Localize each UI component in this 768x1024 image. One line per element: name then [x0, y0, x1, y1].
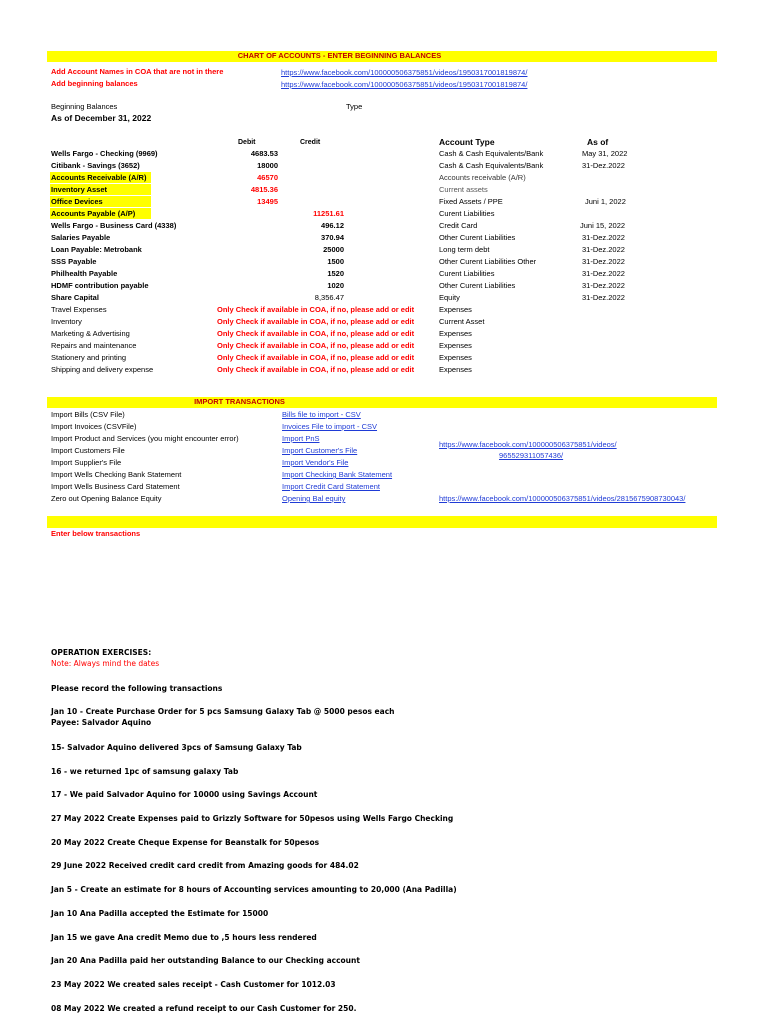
- exercise-item: 17 - We paid Salvador Aquino for 10000 using Savings Account: [51, 790, 318, 799]
- account-name: Wells Fargo - Checking (9969): [51, 149, 158, 158]
- debit-value: 4815.36: [250, 185, 278, 194]
- account-name: Inventory: [51, 317, 82, 326]
- video-link-2[interactable]: https://www.facebook.com/100000506375851/videos/1950317001819874/: [281, 80, 528, 89]
- exercise-item: Jan 15 we gave Ana credit Memo due to ,5 hours less rendered: [51, 933, 317, 942]
- as-of-value: 31-Dez.2022: [582, 293, 625, 302]
- account-type: Fixed Assets / PPE: [439, 197, 503, 206]
- debit-value: 13495: [257, 197, 278, 206]
- add-names-instruction: Add Account Names in COA that are not in there: [51, 67, 224, 76]
- account-name: Loan Payable: Metrobank: [51, 245, 142, 254]
- import-banner-title: IMPORT TRANSACTIONS: [194, 397, 285, 406]
- as-of-value: 31-Dez.2022: [582, 257, 625, 266]
- as-of-value: 31-Dez.2022: [582, 269, 625, 278]
- credit-value: 11251.61: [313, 209, 344, 218]
- coa-check-note: Only Check if available in COA, if no, please add or edit: [217, 353, 415, 362]
- import-video-link-1a[interactable]: https://www.facebook.com/100000506375851/videos/: [439, 440, 617, 449]
- account-type: Cash & Cash Equivalents/Bank: [439, 161, 544, 170]
- exercise-item: 08 May 2022 We created a refund receipt to our Cash Customer for 250.: [51, 1004, 357, 1013]
- credit-value: 8,356.47: [314, 293, 344, 302]
- account-type: Expenses: [439, 329, 472, 338]
- exercise-item: Payee: Salvador Aquino: [51, 718, 152, 727]
- as-of-value: 31-Dez.2022: [582, 233, 625, 242]
- enter-below-banner: [47, 516, 717, 528]
- exercise-item: 27 May 2022 Create Expenses paid to Grizzly Software for 50pesos using Wells Fargo Checking: [51, 814, 454, 823]
- account-type: Other Curent Liabilities: [439, 233, 516, 242]
- coa-check-note: Only Check if available in COA, if no, please add or edit: [217, 365, 415, 374]
- debit-header: Debit: [238, 139, 256, 146]
- type-label: Type: [346, 102, 363, 111]
- credit-value: 1020: [327, 281, 344, 290]
- account-name: SSS Payable: [51, 257, 97, 266]
- import-label: Import Customers File: [51, 446, 125, 455]
- credit-value: 370.94: [321, 233, 344, 242]
- account-type: Cash & Cash Equivalents/Bank: [439, 149, 544, 158]
- account-type: Credit Card: [439, 221, 478, 230]
- import-label: Import Wells Business Card Statement: [51, 482, 180, 491]
- account-name: Shipping and delivery expense: [51, 365, 154, 374]
- debit-value: 46570: [257, 173, 278, 182]
- as-of-date: As of December 31, 2022: [51, 113, 152, 123]
- account-type: Expenses: [439, 365, 472, 374]
- debit-value: 18000: [257, 161, 278, 170]
- account-type: Curent Liabilities: [439, 209, 495, 218]
- enter-below-label: Enter below transactions: [51, 529, 141, 538]
- import-video-link-2[interactable]: https://www.facebook.com/100000506375851/videos/2815675908730043/: [439, 494, 686, 503]
- account-name: Salaries Payable: [51, 233, 111, 242]
- coa-check-note: Only Check if available in COA, if no, please add or edit: [217, 305, 415, 314]
- account-type: Curent Liabilities: [439, 269, 495, 278]
- as-of-value: 31-Dez.2022: [582, 245, 625, 254]
- as-of-header: As of: [587, 137, 609, 147]
- account-name: Wells Fargo - Business Card (4338): [51, 221, 177, 230]
- beginning-balances-label: Beginning Balances: [51, 102, 118, 111]
- add-balances-instruction: Add beginning balances: [51, 79, 138, 88]
- import-link[interactable]: Bills file to import - CSV: [282, 410, 361, 419]
- account-type-header: Account Type: [439, 137, 495, 147]
- operation-note: Note: Always mind the dates: [51, 659, 160, 668]
- account-name: Repairs and maintenance: [51, 341, 137, 350]
- credit-header: Credit: [300, 139, 321, 146]
- account-name: Office Devices: [50, 196, 151, 207]
- import-label: Zero out Opening Balance Equity: [51, 494, 162, 503]
- as-of-value: 31-Dez.2022: [582, 161, 625, 170]
- exercise-item: Jan 5 - Create an estimate for 8 hours of Accounting services amounting to 20,000 (Ana Padilla): [51, 885, 457, 894]
- debit-value: 4683.53: [250, 149, 278, 158]
- as-of-value: Juni 15, 2022: [580, 221, 626, 230]
- import-video-link-1b[interactable]: 965529311057436/: [499, 451, 564, 460]
- account-type: Current assets: [439, 185, 488, 194]
- account-type: Current Asset: [439, 317, 485, 326]
- coa-check-note: Only Check if available in COA, if no, please add or edit: [217, 341, 415, 350]
- import-label: Import Invoices (CSVFile): [51, 422, 137, 431]
- import-label: Import Wells Checking Bank Statement: [51, 470, 182, 479]
- import-link[interactable]: Opening Bal equity: [282, 494, 346, 503]
- account-type: Other Curent Liabilities: [439, 281, 516, 290]
- coa-check-note: Only Check if available in COA, if no, please add or edit: [217, 317, 415, 326]
- video-link-1[interactable]: https://www.facebook.com/100000506375851/videos/1950317001819874/: [281, 68, 528, 77]
- as-of-value: 31-Dez.2022: [582, 281, 625, 290]
- account-name: Marketing & Advertising: [51, 329, 130, 338]
- credit-value: 496.12: [321, 221, 344, 230]
- account-name: Philhealth Payable: [51, 269, 118, 278]
- credit-value: 25000: [323, 245, 344, 254]
- as-of-value: Juni 1, 2022: [585, 197, 626, 206]
- account-name: Travel Expenses: [51, 305, 107, 314]
- exercise-item: 15- Salvador Aquino delivered 3pcs of Samsung Galaxy Tab: [51, 743, 302, 752]
- import-link[interactable]: Import Vendor's File: [282, 458, 349, 467]
- exercise-item: 16 - we returned 1pc of samsung galaxy Tab: [51, 767, 239, 776]
- exercise-item: 29 June 2022 Received credit card credit from Amazing goods for 484.02: [51, 861, 359, 870]
- account-type: Expenses: [439, 305, 472, 314]
- account-name: Accounts Payable (A/P): [50, 208, 151, 219]
- exercise-item: 20 May 2022 Create Cheque Expense for Beanstalk for 50pesos: [51, 838, 320, 847]
- credit-value: 1500: [327, 257, 344, 266]
- import-link[interactable]: Import PnS: [282, 434, 320, 443]
- account-name: HDMF contribution payable: [51, 281, 149, 290]
- account-name: Citibank - Savings (3652): [51, 161, 140, 170]
- exercise-item: Jan 10 Ana Padilla accepted the Estimate for 15000: [51, 909, 269, 918]
- import-label: Import Product and Services (you might encounter error): [51, 434, 239, 443]
- import-label: Import Bills (CSV File): [51, 410, 125, 419]
- account-name: Inventory Asset: [50, 184, 151, 195]
- account-type: Equity: [439, 293, 460, 302]
- as-of-value: May 31, 2022: [582, 149, 628, 158]
- account-type: Expenses: [439, 353, 472, 362]
- account-name: Share Capital: [51, 293, 99, 302]
- account-type: Long term debt: [439, 245, 490, 254]
- account-type: Expenses: [439, 341, 472, 350]
- coa-banner-title: CHART OF ACCOUNTS - ENTER BEGINNING BALANCES: [237, 51, 442, 60]
- account-name: Stationery and printing: [51, 353, 127, 362]
- import-link[interactable]: Import Checking Bank Statement: [282, 470, 393, 479]
- import-label: Import Supplier's File: [51, 458, 122, 467]
- import-link[interactable]: Invoices File to import - CSV: [282, 422, 378, 431]
- account-name: Accounts Receivable (A/R): [50, 172, 151, 183]
- exercise-item: Jan 10 - Create Purchase Order for 5 pcs Samsung Galaxy Tab @ 5000 pesos each: [51, 707, 395, 716]
- import-link[interactable]: Import Credit Card Statement: [282, 482, 380, 491]
- account-type: Other Curent Liabilities Other: [439, 257, 537, 266]
- account-type: Accounts receivable (A/R): [439, 173, 526, 182]
- credit-value: 1520: [327, 269, 344, 278]
- operation-title: OPERATION EXERCISES:: [51, 648, 152, 657]
- exercise-item: 23 May 2022 We created sales receipt - Cash Customer for 1012.03: [51, 980, 336, 989]
- import-link[interactable]: Import Customer's File: [282, 446, 358, 455]
- exercise-item: Jan 20 Ana Padilla paid her outstanding Balance to our Checking account: [51, 956, 360, 965]
- record-intro: Please record the following transactions: [51, 684, 223, 693]
- coa-check-note: Only Check if available in COA, if no, please add or edit: [217, 329, 415, 338]
